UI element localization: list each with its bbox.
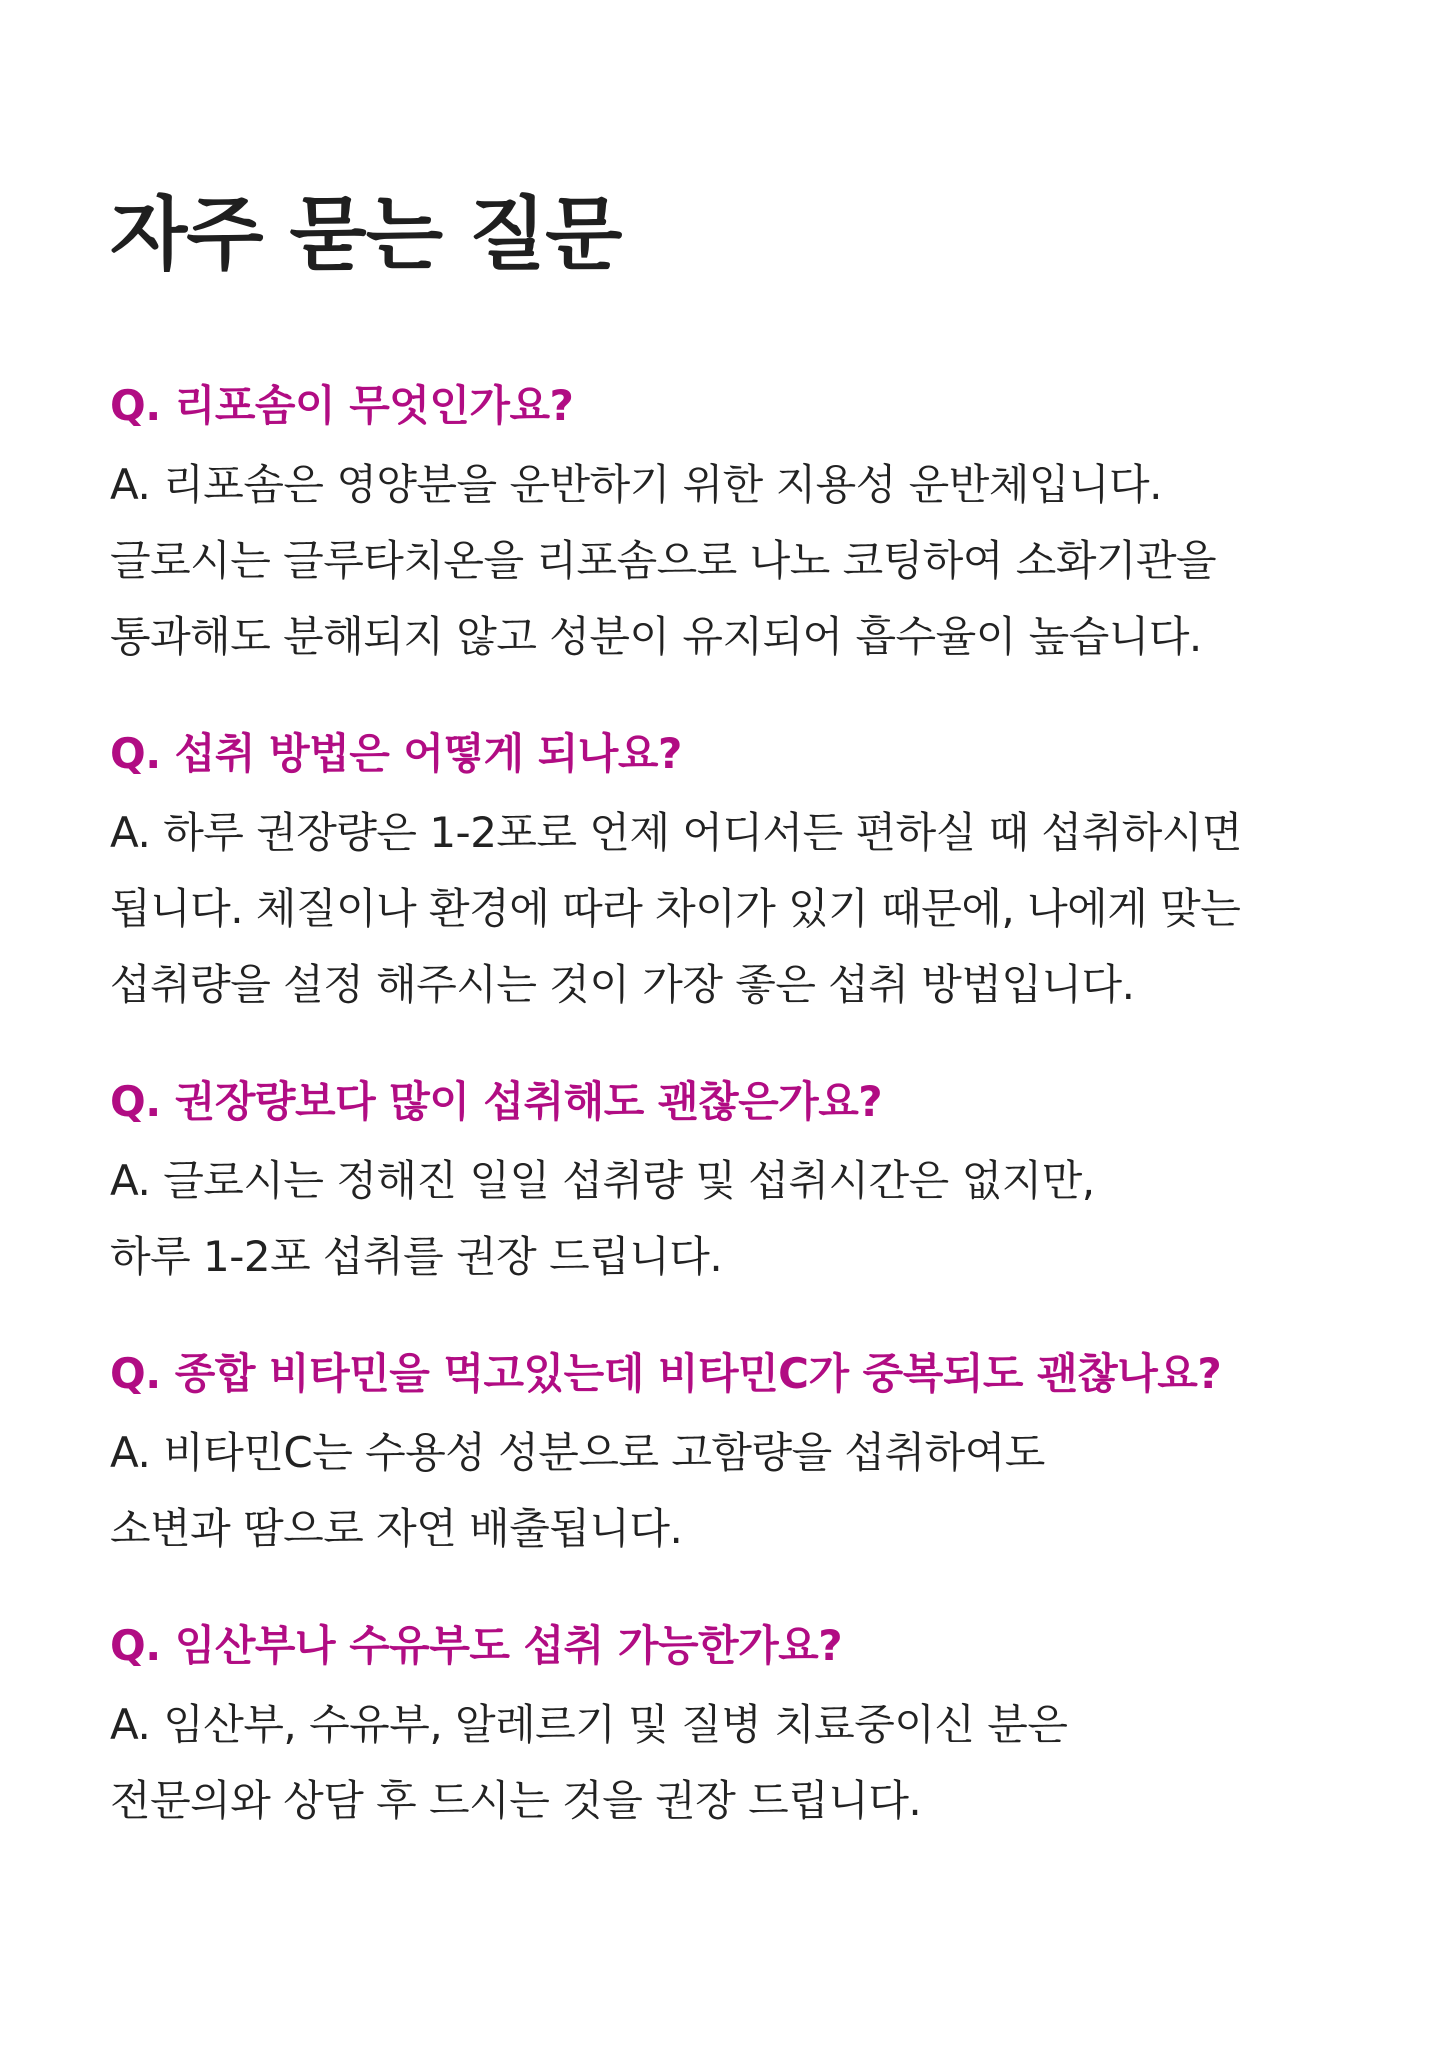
faq-answer-line: 통과해도 분해되지 않고 성분이 유지되어 흡수율이 높습니다. — [110, 612, 1202, 661]
faq-question: Q. 리포솜이 무엇인가요? — [110, 381, 574, 430]
faq-answer-line: A. 하루 권장량은 1-2포로 언제 어디서든 편하실 때 섭취하시면 — [110, 808, 1242, 857]
faq-answer — [110, 1415, 1330, 1567]
faq-list — [110, 375, 1330, 1839]
faq-answer-line: 전문의와 상담 후 드시는 것을 권장 드립니다. — [110, 1776, 922, 1825]
faq-question: Q. 섭취 방법은 어떻게 되나요? — [110, 729, 682, 778]
faq-answer-line: A. 임산부, 수유부, 알레르기 및 질병 치료중이신 분은 — [110, 1700, 1068, 1749]
faq-answer — [110, 795, 1330, 1023]
faq-question: Q. 임산부나 수유부도 섭취 가능한가요? — [110, 1621, 843, 1670]
faq-answer-line: 글로시는 글루타치온을 리포솜으로 나노 코팅하여 소화기관을 — [110, 536, 1217, 585]
faq-question: Q. 종합 비타민을 먹고있는데 비타민C가 중복되도 괜찮나요? — [110, 1349, 1222, 1398]
faq-answer-line: A. 리포솜은 영양분을 운반하기 위한 지용성 운반체입니다. — [110, 460, 1162, 509]
faq-answer — [110, 1687, 1330, 1839]
faq-answer-line: A. 비타민C는 수용성 성분으로 고함량을 섭취하여도 — [110, 1428, 1045, 1477]
faq-question: Q. 권장량보다 많이 섭취해도 괜찮은가요? — [110, 1077, 883, 1126]
faq-answer-line: 소변과 땀으로 자연 배출됩니다. — [110, 1504, 683, 1553]
page-title: 자주 묻는 질문 — [110, 188, 622, 281]
faq-answer-line: A. 글로시는 정해진 일일 섭취량 및 섭취시간은 없지만, — [110, 1156, 1095, 1205]
faq-answer — [110, 447, 1330, 675]
faq-answer — [110, 1143, 1330, 1295]
faq-item — [110, 723, 1330, 1023]
faq-item — [110, 375, 1330, 675]
faq-item — [110, 1071, 1330, 1295]
faq-answer-line: 하루 1-2포 섭취를 권장 드립니다. — [110, 1232, 723, 1281]
faq-answer-line: 섭취량을 설정 해주시는 것이 가장 좋은 섭취 방법입니다. — [110, 960, 1135, 1009]
faq-item — [110, 1343, 1330, 1567]
faq-answer-line: 됩니다. 체질이나 환경에 따라 차이가 있기 때문에, 나에게 맞는 — [110, 884, 1241, 933]
faq-item — [110, 1615, 1330, 1839]
